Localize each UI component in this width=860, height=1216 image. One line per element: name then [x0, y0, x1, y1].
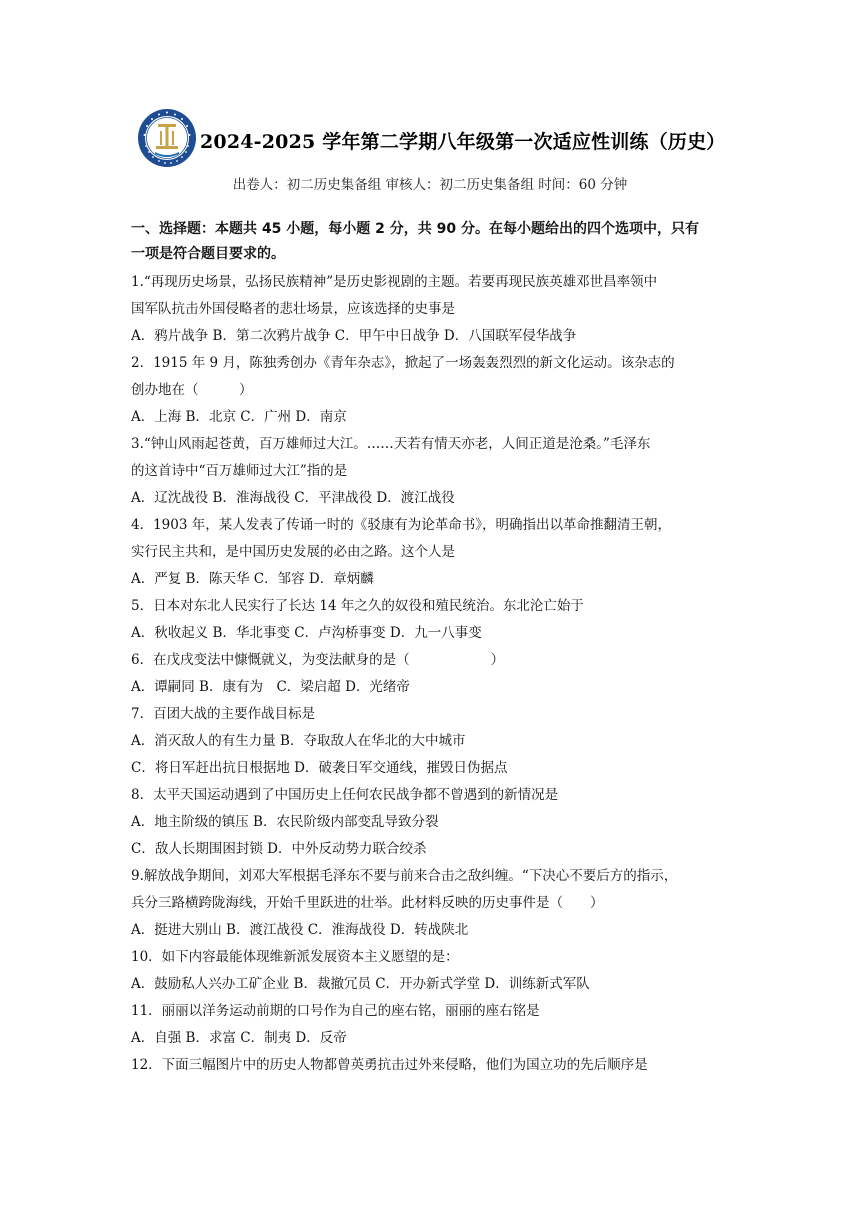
question-stem-line: 6．在戊戌变法中慷慨就义，为变法献身的是（ ）	[131, 652, 505, 668]
question-item	[131, 998, 731, 1052]
question-options-line: A．鼓励私人兴办工矿企业 B．裁撤冗员 C．开办新式学堂 D．训练新式军队	[131, 976, 590, 992]
question-stem-line: 1.“再现历史场景，弘扬民族精神”是历史影视剧的主题。若要再现民族英雄邓世昌率领中	[131, 274, 658, 290]
question-item	[131, 593, 731, 647]
question-item	[131, 350, 731, 431]
question-stem-line: 国军队抗击外国侵略者的悲壮场景，应该选择的史事是	[131, 301, 455, 317]
question-item	[131, 647, 731, 701]
question-stem-line: 2．1915 年 9 月，陈独秀创办《青年杂志》，掀起了一场轰轰烈烈的新文化运动。该杂志的	[131, 355, 675, 371]
question-options-line: A．挺进大别山 B．渡江战役 C．淮海战役 D．转战陕北	[131, 922, 469, 938]
exam-body	[131, 217, 731, 1079]
exam-header	[137, 108, 737, 168]
question-item	[131, 701, 731, 782]
question-stem-line: 5．日本对东北人民实行了长达 14 年之久的奴役和殖民统治。东北沦亡始于	[131, 598, 584, 614]
question-item	[131, 269, 731, 350]
school-seal-logo	[137, 108, 197, 168]
section-heading-line: 一项是符合题目要求的。	[131, 246, 285, 262]
question-item	[131, 512, 731, 593]
section-heading-line: 一、选择题：本题共 45 小题，每小题 2 分，共 90 分。在每小题给出的四个选项中，只有	[131, 221, 699, 237]
question-stem-line: 9.解放战争期间，刘邓大军根据毛泽东不要与前来合击之敌纠缠。“下决心不要后方的指示，	[131, 868, 678, 884]
question-stem-line: 8．太平天国运动遇到了中国历史上任何农民战争都不曾遇到的新情况是	[131, 787, 559, 803]
question-stem-line: 的这首诗中“百万雄师过大江”指的是	[131, 463, 348, 479]
question-item	[131, 1052, 731, 1079]
question-item	[131, 863, 731, 944]
question-options-line: A．自强 B．求富 C．制夷 D．反帝	[131, 1030, 347, 1046]
question-stem-line: 12．下面三幅图片中的历史人物都曾英勇抗击过外来侵略，他们为国立功的先后顺序是	[131, 1057, 648, 1073]
question-options-line: A．消灭敌人的有生力量 B．夺取敌人在华北的大中城市	[131, 733, 466, 749]
question-item	[131, 431, 731, 512]
question-options-line: C．敌人长期围困封锁 D．中外反动势力联合绞杀	[131, 841, 427, 857]
question-list	[131, 269, 731, 1079]
question-options-line: A．上海 B．北京 C．广州 D．南京	[131, 409, 347, 425]
question-stem-line: 兵分三路横跨陇海线，开始千里跃进的壮举。此材料反映的历史事件是（ ）	[131, 895, 604, 911]
question-item	[131, 782, 731, 863]
question-options-line: A．鸦片战争 B．第二次鸦片战争 C．甲午中日战争 D．八国联军侵华战争	[131, 328, 577, 344]
question-stem-line: 3.“钟山风雨起苍黄，百万雄师过大江。……天若有情天亦老，人间正道是沧桑。”毛泽东	[131, 436, 651, 452]
question-stem-line: 7．百团大战的主要作战目标是	[131, 706, 316, 722]
question-stem-line: 10．如下内容最能体现维新派发展资本主义愿望的是：	[131, 949, 459, 965]
question-options-line: C．将日军赶出抗日根据地 D．破袭日军交通线，摧毁日伪据点	[131, 760, 508, 776]
exam-subtitle: 出卷人：初二历史集备组 审核人：初二历史集备组 时间：60 分钟	[232, 177, 628, 193]
question-stem-line: 4．1903 年，某人发表了传诵一时的《驳康有为论革命书》，明确指出以革命推翻清王朝，	[131, 517, 671, 533]
question-options-line: A．谭嗣同 B．康有为 C．梁启超 D．光绪帝	[131, 679, 410, 695]
question-options-line: A．辽沈战役 B．淮海战役 C．平津战役 D．渡江战役	[131, 490, 455, 506]
question-stem-line: 创办地在（ ）	[131, 382, 253, 398]
question-stem-line: 11．丽丽以洋务运动前期的口号作为自己的座右铭，丽丽的座右铭是	[131, 1003, 540, 1019]
question-item	[131, 944, 731, 998]
question-options-line: A．严复 B．陈天华 C．邹容 D．章炳麟	[131, 571, 374, 587]
question-options-line: A．地主阶级的镇压 B．农民阶级内部变乱导致分裂	[131, 814, 439, 830]
exam-title: 2024-2025 学年第二学期八年级第一次适应性训练（历史）	[200, 131, 726, 153]
section-heading	[131, 217, 731, 267]
question-options-line: A．秋收起义 B．华北事变 C．卢沟桥事变 D．九一八事变	[131, 625, 482, 641]
question-stem-line: 实行民主共和，是中国历史发展的必由之路。这个人是	[131, 544, 455, 560]
